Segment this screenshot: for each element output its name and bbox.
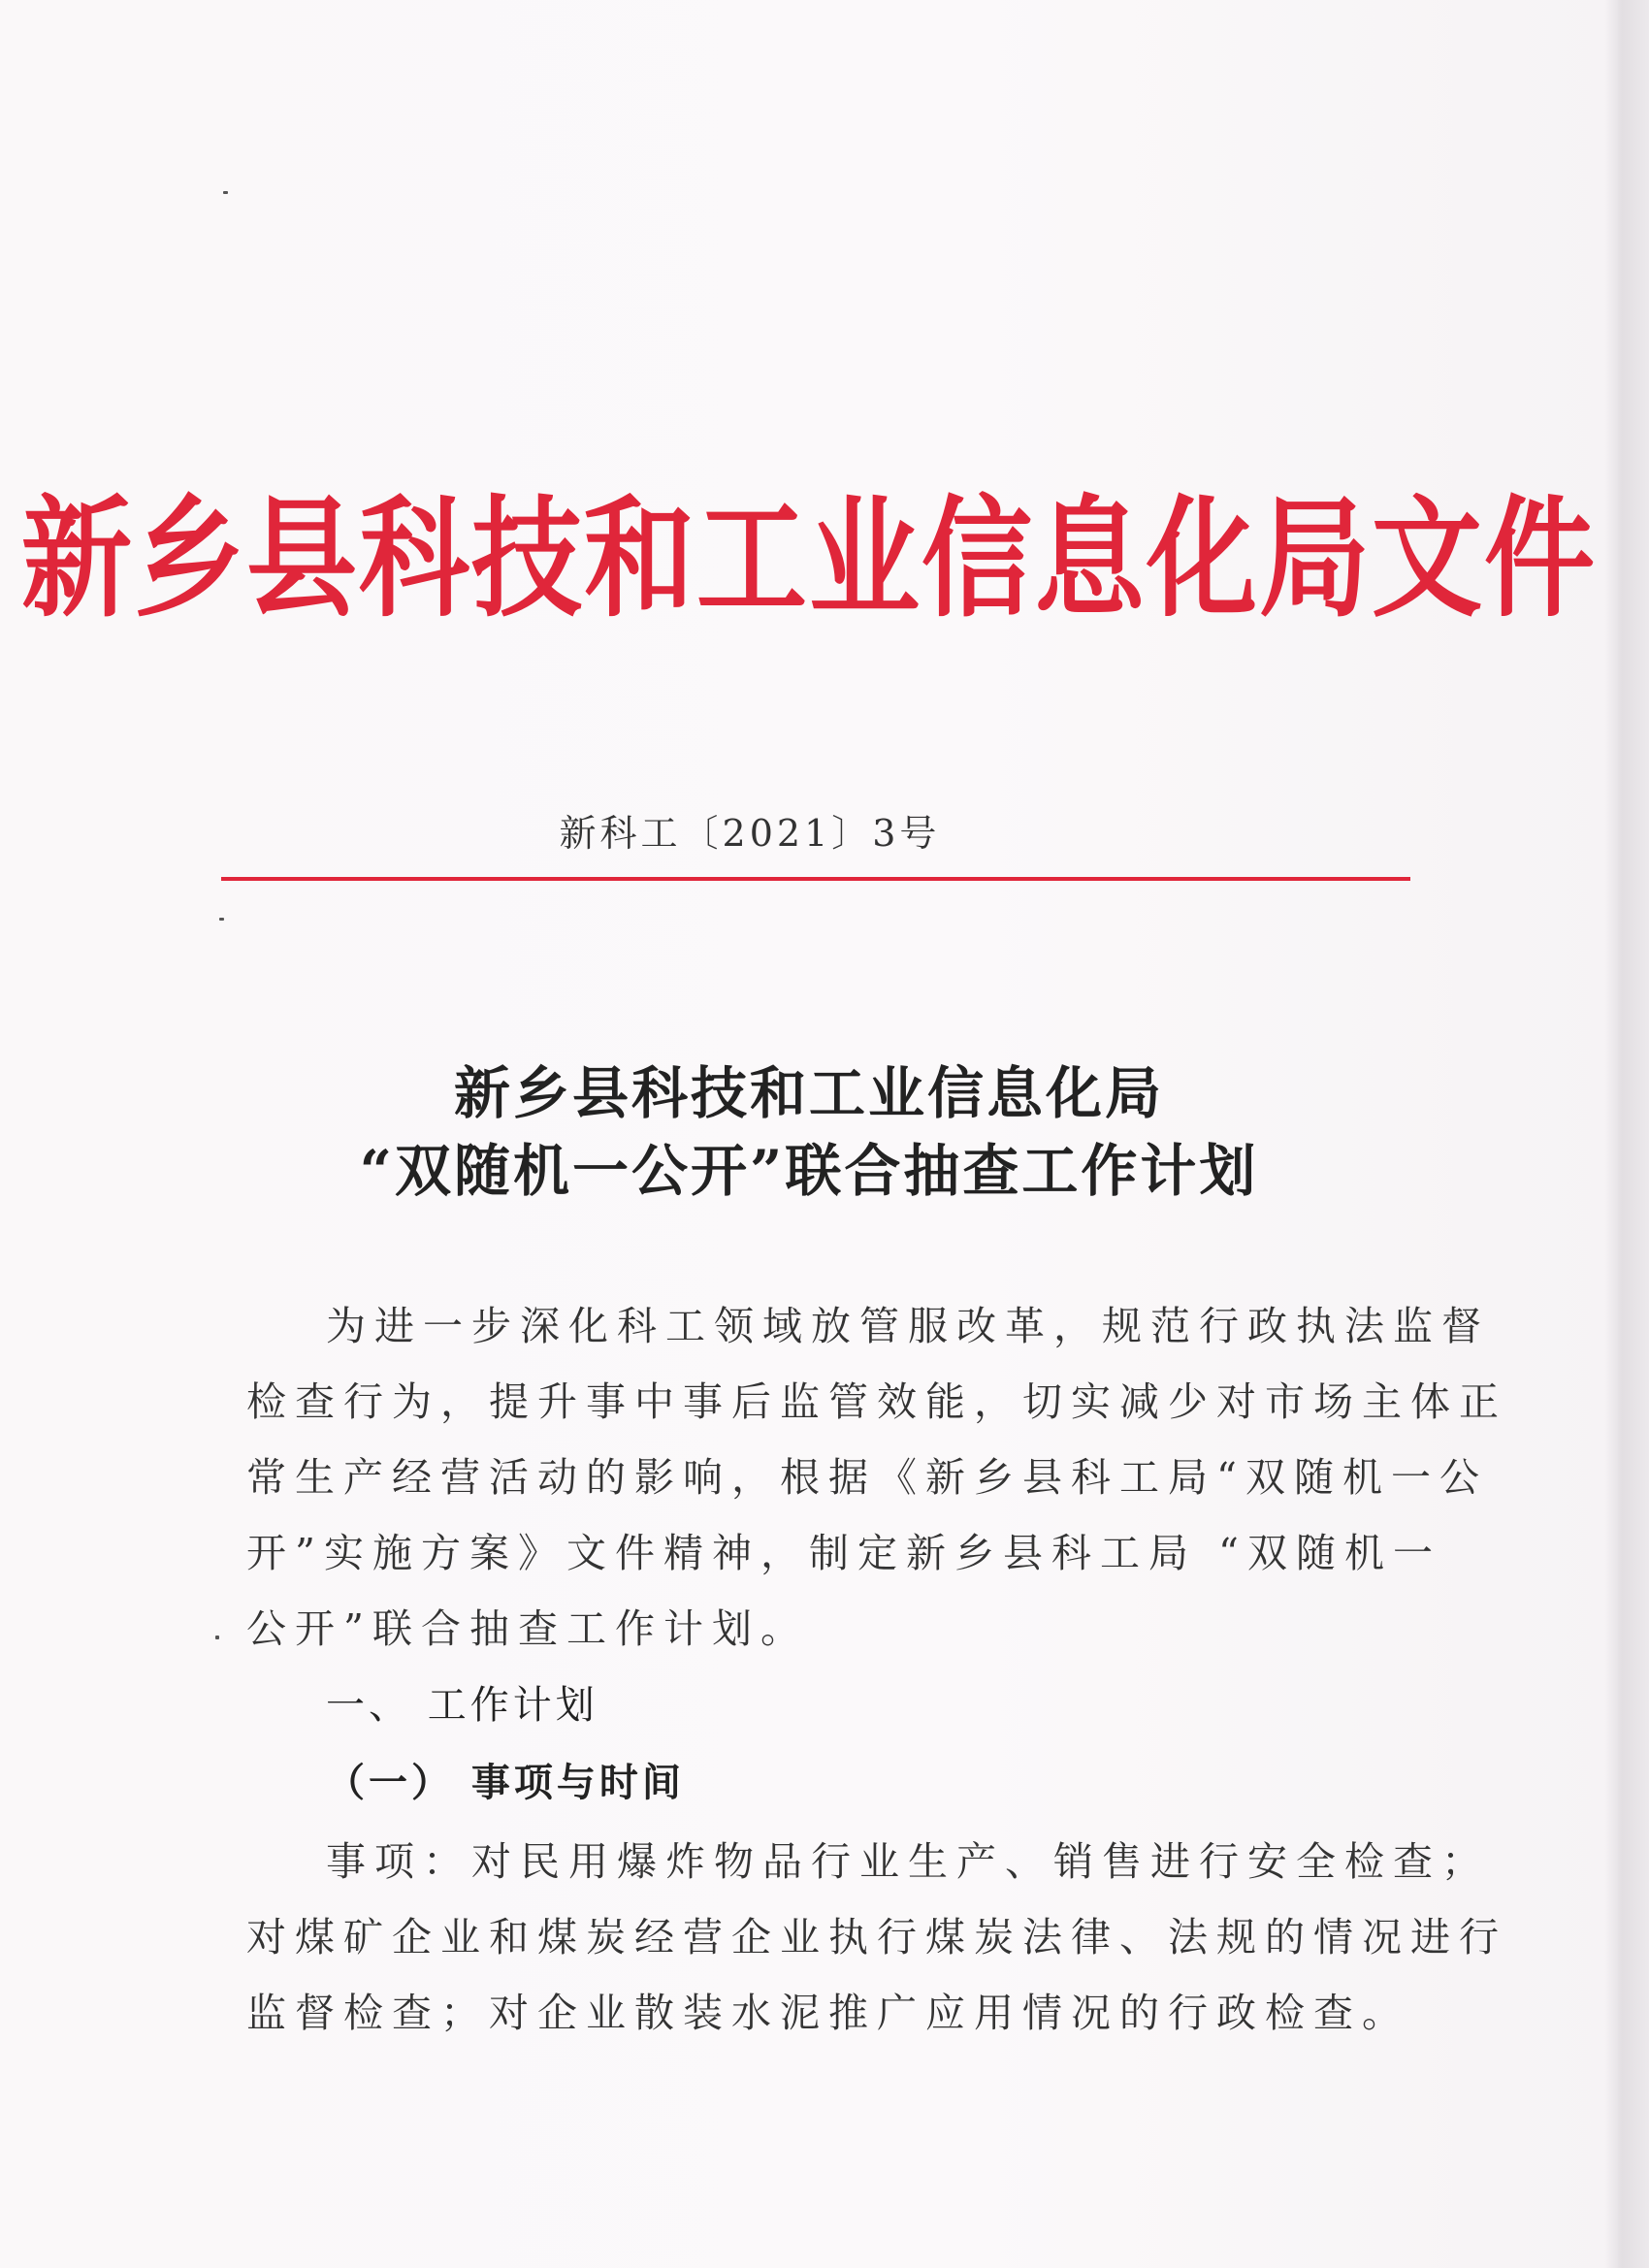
intro-paragraph-line: 开”实施方案》文件精神，制定新乡县科工局 “双随机一 <box>246 1530 1441 1576</box>
red-header-title: 新乡县科技和工业信息化局文件 <box>20 482 1597 635</box>
item-paragraph-line: 对煤矿企业和煤炭经营企业执行煤炭法律、法规的情况进行 <box>246 1914 1507 1960</box>
scan-speck <box>215 1636 219 1639</box>
intro-paragraph-line: 检查行为，提升事中事后监管效能，切实减少对市场主体正 <box>246 1378 1507 1425</box>
scan-speck <box>219 918 224 921</box>
intro-paragraph-line: 常生产经营活动的影响，根据《新乡县科工局“双随机一公 <box>246 1454 1488 1501</box>
document-title-line-2: “双随机一公开”联合抽查工作计划 <box>359 1138 1259 1204</box>
document-title-line-1: 新乡县科技和工业信息化局 <box>453 1060 1164 1126</box>
item-paragraph-line: 事项：对民用爆炸物品行业生产、销售进行安全检查； <box>326 1838 1490 1885</box>
item-paragraph-line: 监督检查；对企业散装水泥推广应用情况的行政检查。 <box>246 1990 1410 2036</box>
document-number: 新科工〔2021〕3号 <box>559 812 941 855</box>
scan-speck <box>223 191 228 194</box>
section-heading: 一、 工作计划 <box>326 1683 598 1728</box>
intro-paragraph-line: 为进一步深化科工领域放管服改革，规范行政执法监督 <box>326 1303 1490 1349</box>
intro-paragraph-line: 公开”联合抽查工作计划。 <box>246 1605 809 1652</box>
red-separator-line <box>221 877 1410 881</box>
subsection-heading: （一） 事项与时间 <box>326 1760 685 1805</box>
